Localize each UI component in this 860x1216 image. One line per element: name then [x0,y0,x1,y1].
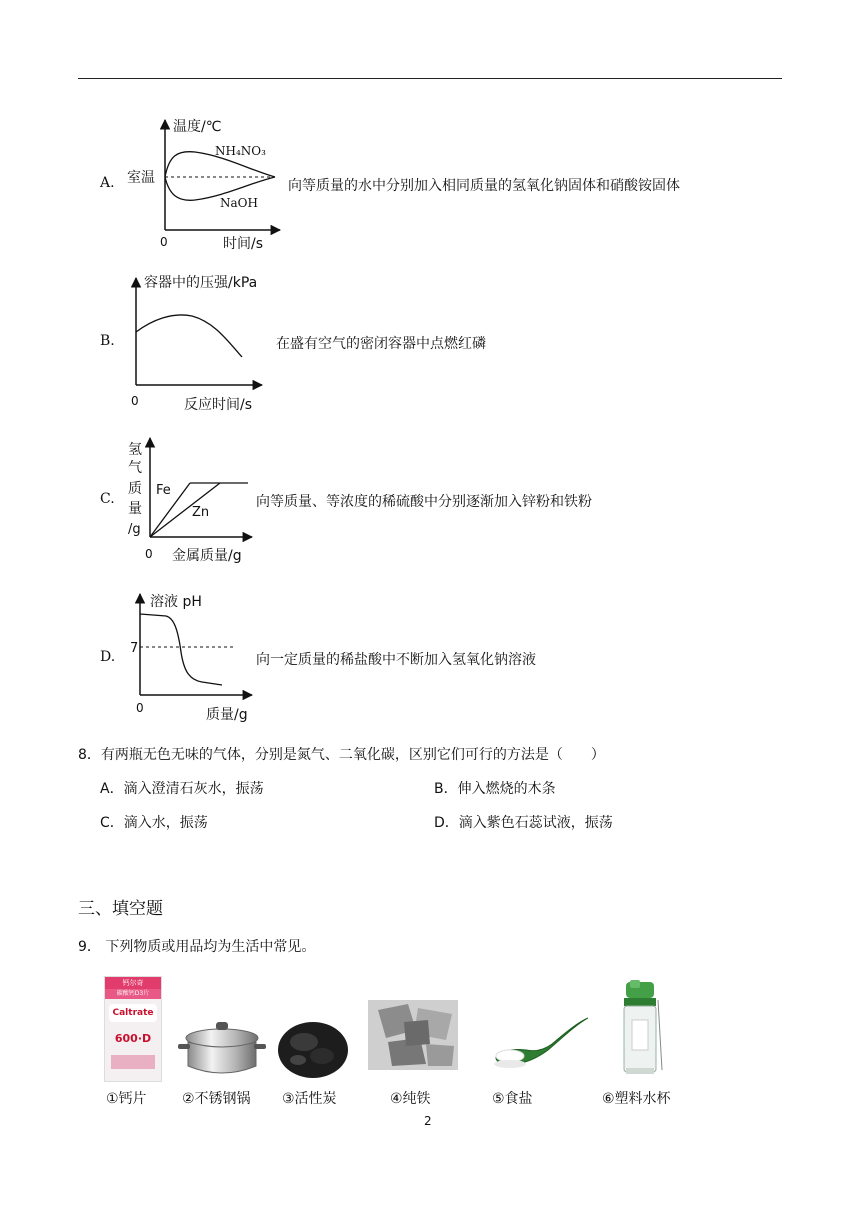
zn-label: Zn [192,505,210,520]
x-axis-label: 时间/s [223,236,264,252]
ph-curve [140,614,222,685]
q8-stem: 8．有两瓶无色无味的气体，分别是氮气、二氧化碳，区别它们可行的方法是（ ） [78,747,605,763]
origin-label: 0 [145,547,153,561]
origin-label: 0 [136,701,144,715]
option-a-graph [125,112,285,252]
q8-option-c: C．滴入水，振荡 [100,815,208,831]
origin-label: 0 [160,235,168,249]
option-b-letter: B. [100,333,115,349]
header-rule [78,78,782,79]
brand-label: Caltrate [109,1004,157,1022]
pure-iron-image [368,1000,458,1070]
x-axis-label: 反应时间/s [184,397,253,413]
fe-label: Fe [156,483,171,498]
option-c-description: 向等质量、等浓度的稀硫酸中分别逐渐加入锌粉和铁粉 [256,494,592,510]
x-axis-label: 质量/g [206,707,248,723]
option-a-letter: A. [100,175,115,191]
option-a-description: 向等质量的水中分别加入相同质量的氢氧化钠固体和硝酸铵固体 [288,178,680,194]
nh4no3-label: NH₄NO₃ [215,144,266,158]
caption-stainless-pot: ②不锈钢锅 [182,1091,251,1107]
option-b-description: 在盛有空气的密闭容器中点燃红磷 [276,336,486,352]
box-bottom-band [111,1055,155,1069]
section-heading: 三、填空题 [78,899,163,919]
box-top-band: 钙尔奇 [105,977,161,989]
y-axis-label: 温度/℃ [173,119,222,135]
y-axis-label: 容器中的压强/kPa [144,275,258,291]
dose-label: 600·D [114,1032,152,1045]
option-d-graph [122,590,257,725]
option-d-description: 向一定质量的稀盐酸中不断加入氢氧化钠溶液 [256,652,536,668]
activated-carbon-image [276,1018,350,1080]
plastic-cup-image [618,980,666,1080]
q8-option-d: D．滴入紫色石蕊试液，振荡 [434,815,613,831]
ph7-tick-label: 7 [130,641,139,656]
caption-salt: ⑤食盐 [492,1091,533,1107]
caption-plastic-cup: ⑥塑料水杯 [602,1091,671,1107]
x-axis-label: 金属质量/g [172,548,242,564]
q9-stem: 9． 下列物质或用品均为生活中常见。 [78,939,316,955]
stainless-pot-image [176,1018,268,1080]
caption-calcium-tablet: ①钙片 [106,1091,147,1107]
y-label-char-4: 量 [128,501,142,517]
y-label-char-2: 气 [128,460,142,476]
pressure-curve [136,315,242,357]
y-label-char-1: 氢 [128,442,142,458]
caption-pure-iron: ④纯铁 [390,1091,431,1107]
option-c-graph [122,434,257,569]
origin-label: 0 [131,394,139,408]
salt-spoon-image [490,1012,596,1080]
option-d-letter: D. [100,649,116,665]
q8-option-b: B．伸入燃烧的木条 [434,781,556,797]
option-c-letter: C. [100,491,115,507]
option-b-graph [122,270,282,415]
y-label-char-5: /g [128,522,141,537]
page-number: 2 [424,1114,432,1128]
naoh-label: NaOH [220,196,258,210]
y-label-char-3: 质 [128,481,142,497]
room-temp-label: 室温 [127,170,155,186]
caption-activated-carbon: ③活性炭 [282,1091,337,1107]
box-sub-band: 碳酸钙D3片 [105,989,161,999]
q8-option-a: A．滴入澄清石灰水，振荡 [100,781,264,797]
calcium-tablet-box-image [104,976,162,1082]
y-axis-label: 溶液 pH [150,594,202,610]
